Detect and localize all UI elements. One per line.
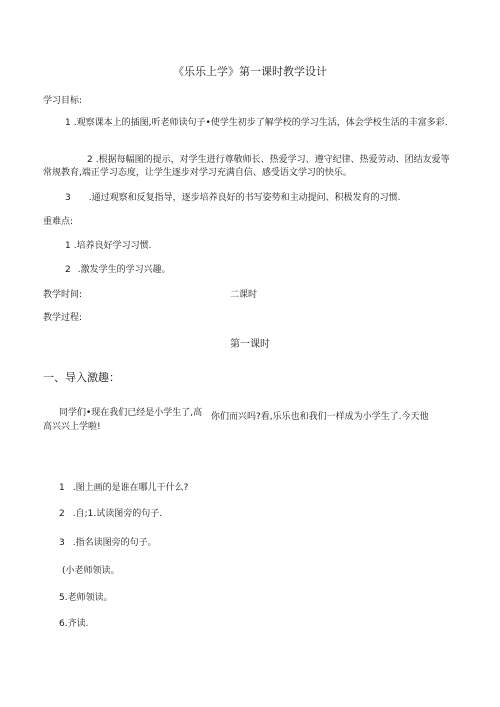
document-title: 《乐乐上学》第一课时教学设计 xyxy=(173,65,327,78)
objective-item-2 xyxy=(43,154,453,180)
objective-text: .通过观察和反复指导，逐步培养良好的书写姿势和主动提问、积极发育的习惯. xyxy=(88,193,401,203)
objective-number: 3 xyxy=(65,193,71,203)
section-heading: 一、导入激趣： xyxy=(43,371,120,384)
step-number: 1 xyxy=(59,483,65,493)
intro-text-continuation: 高兴兴上学啦! xyxy=(43,422,101,432)
teaching-time-value: 二课时 xyxy=(230,290,258,300)
step-number: 2 xyxy=(59,509,65,519)
objective-number: 1 xyxy=(65,118,71,128)
keypoint-number: 1 xyxy=(65,241,71,251)
step-number: 3 xyxy=(59,538,65,548)
intro-text-left: 同学们•现在我们已经是小学生了,高 xyxy=(59,408,203,418)
keypoints-label: 重难点: xyxy=(43,217,74,227)
step-text: .自;1.试读图旁的句子. xyxy=(72,509,163,519)
objective-text: .观察课本上的插图,听老师读句子•使学生初步了解学校的学习生活，体会学校生活的丰富多彩. xyxy=(73,118,448,128)
keypoint-text: .激发学生的学习兴趣。 xyxy=(77,265,171,275)
teaching-process-label: 教学过程: xyxy=(43,313,83,323)
step-item-5: 5.老师领读。 xyxy=(59,593,113,603)
keypoint-text: .培养良好学习习惯. xyxy=(73,241,152,251)
objective-text: .根据每幅图的提示，对学生进行尊敬师长、热爱学习、遵守纪律、热爱劳动、团结友爱等常规教育,端正学习态度，让学生逐步对学习充满自信、感受语文学习的快乐。 xyxy=(43,155,450,179)
lesson-heading: 第一课时 xyxy=(230,339,270,350)
objective-number: 2 xyxy=(87,155,93,165)
teaching-time-label: 教学时间: xyxy=(43,290,83,300)
step-item-3 xyxy=(59,537,157,550)
step-item-6: 6.齐读. xyxy=(59,619,89,629)
keypoint-item-1 xyxy=(65,240,151,253)
objective-item-1 xyxy=(43,117,453,130)
objective-item-3 xyxy=(43,192,453,205)
intro-text-right: 你们而兴吗?看,乐乐也和我们一样成为小学生了.今天他 xyxy=(211,412,429,422)
step-text: .指名读图旁的句子。 xyxy=(72,538,157,548)
step-item-1 xyxy=(59,482,188,495)
keypoint-number: 2 xyxy=(65,265,71,275)
step-item-2 xyxy=(59,508,162,521)
step-text: .图上画的是谁在哪儿干什么? xyxy=(72,483,189,493)
objectives-label: 学习目标: xyxy=(43,96,83,106)
step-item-4: (小老师领读。 xyxy=(62,566,120,576)
keypoint-item-2 xyxy=(65,264,171,277)
